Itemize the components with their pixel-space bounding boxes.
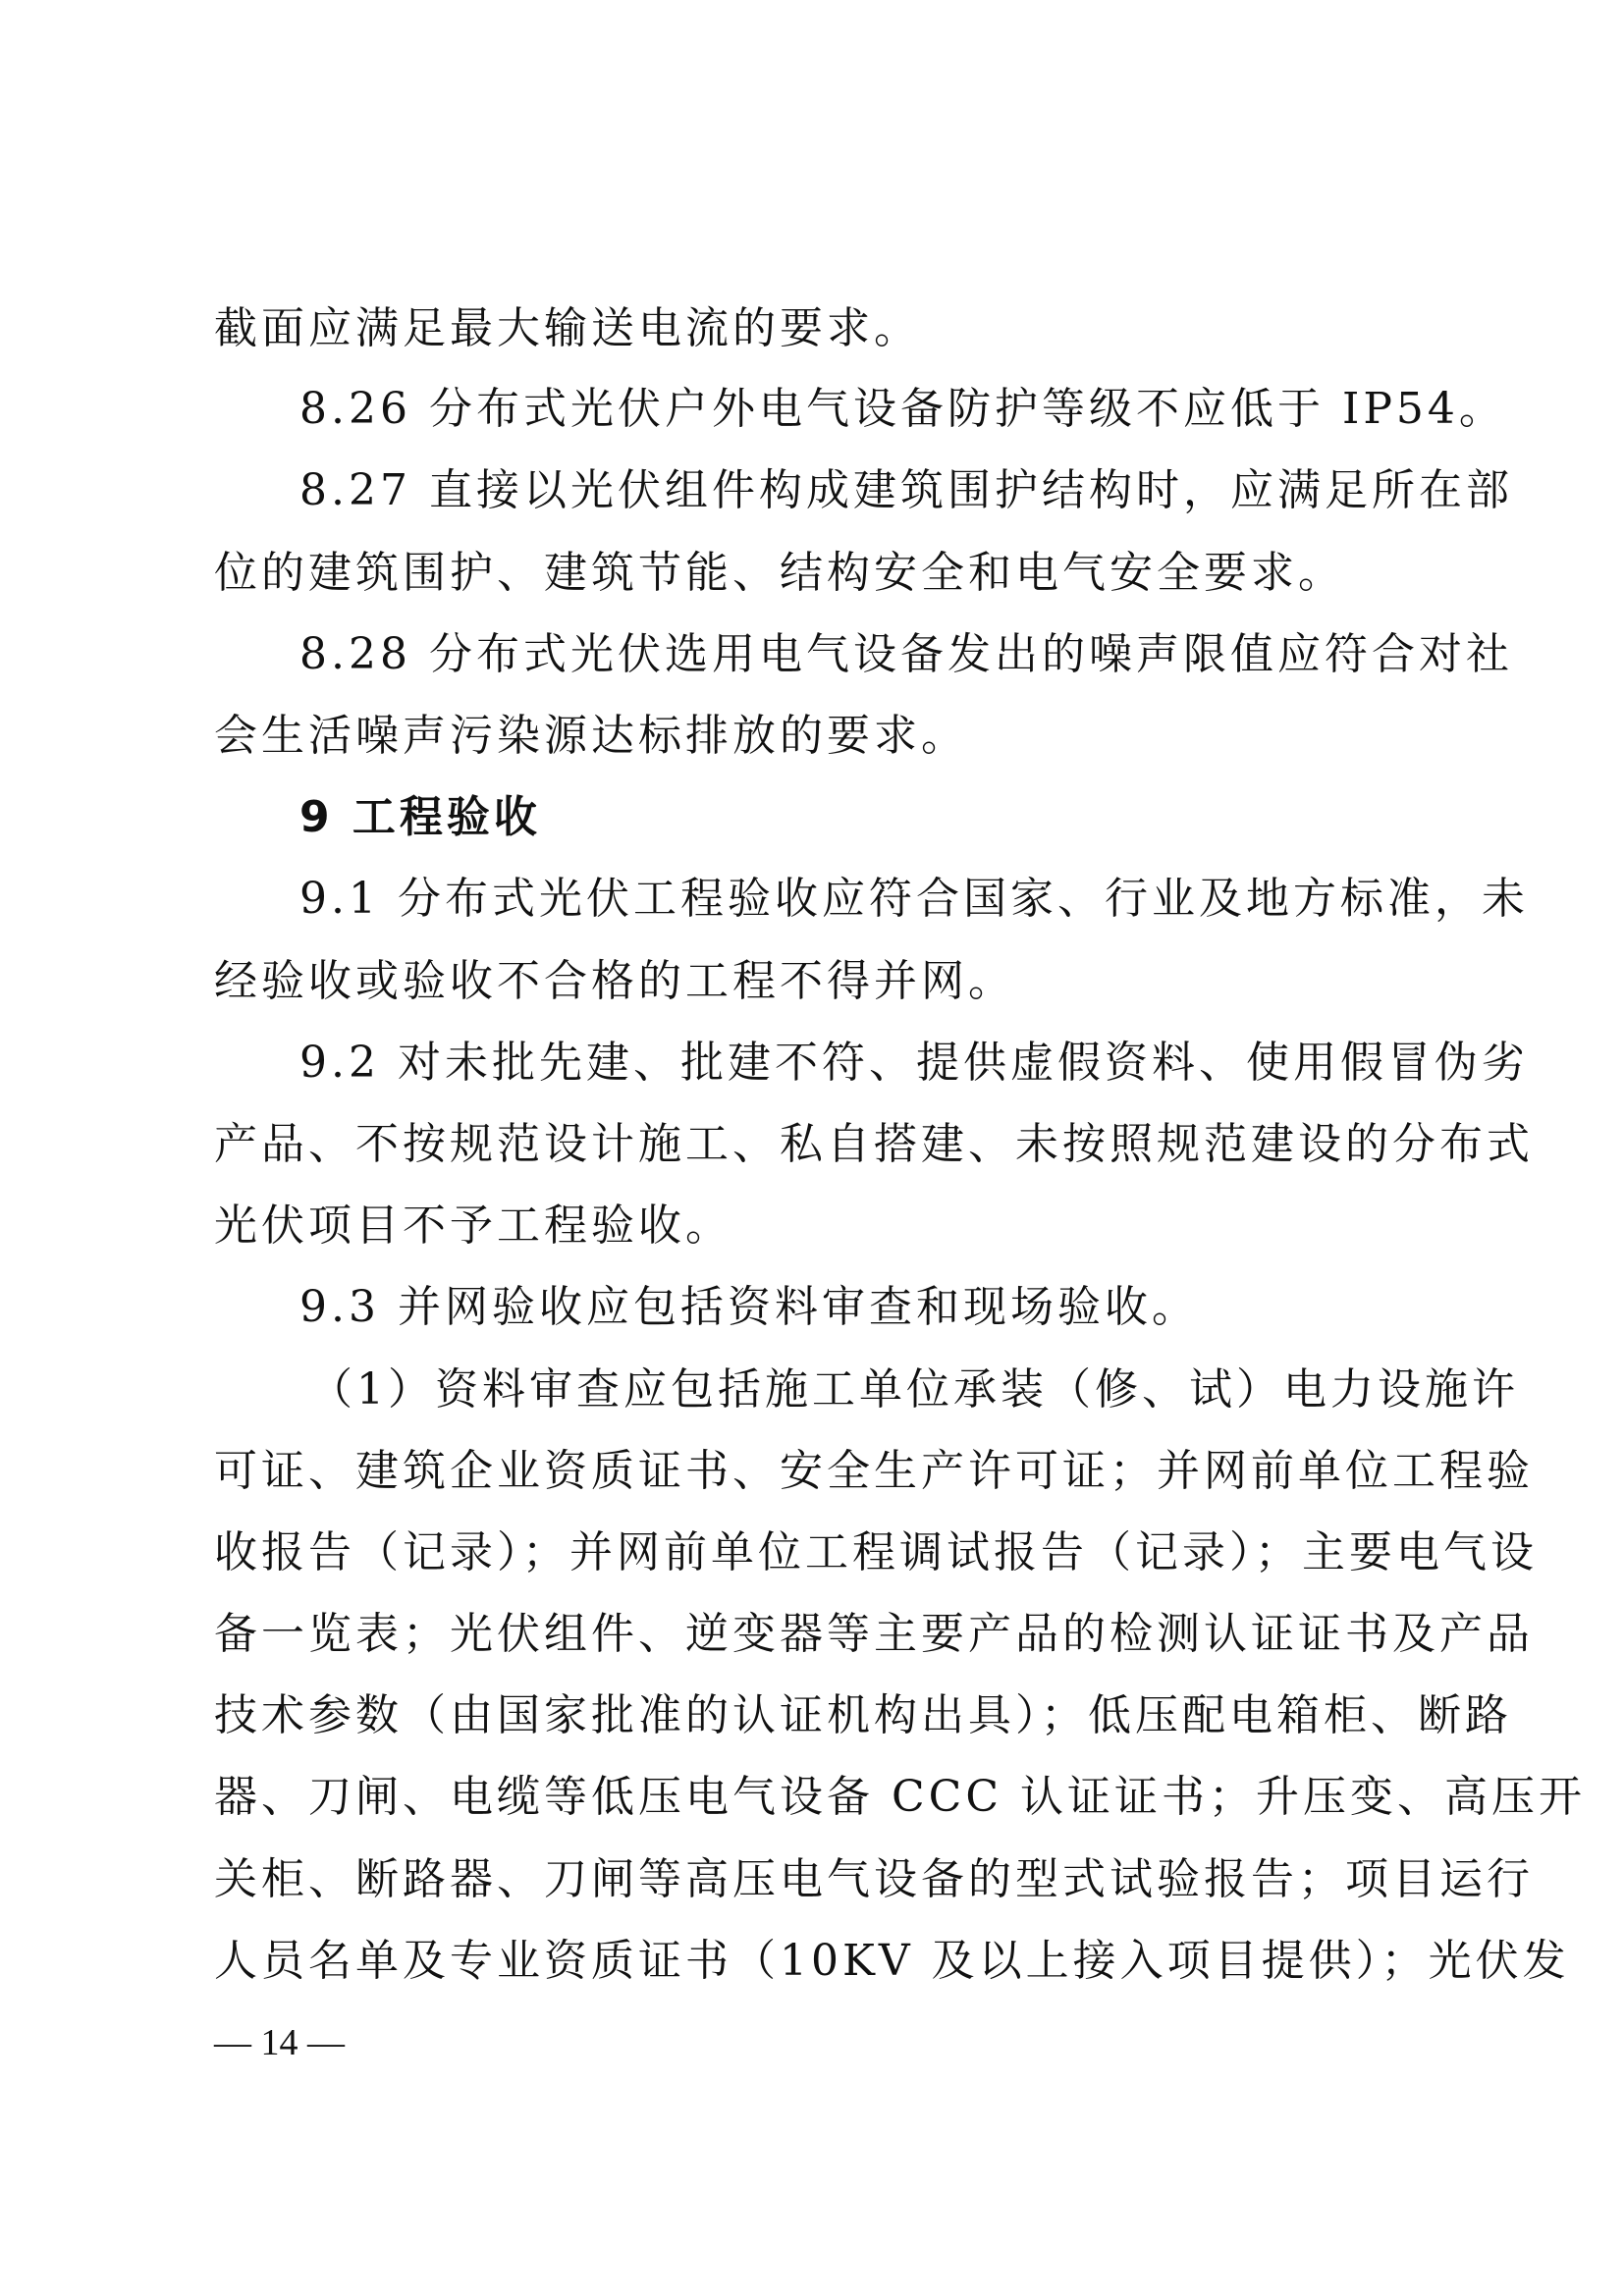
clause-9-2-line-3: 光伏项目不予工程验收。 <box>214 1201 732 1251</box>
clause-9-2-line-1: 9.2 对未批先建、批建不符、提供虚假资料、使用假冒伪劣 <box>299 1038 1529 1088</box>
item-1-line-5: 技术参数（由国家批准的认证机构出具）；低压配电箱柜、断路 <box>214 1690 1512 1740</box>
text-line-1: 截面应满足最大输送电流的要求。 <box>214 303 921 353</box>
item-1-line-3: 收报告（记录）；并网前单位工程调试报告（记录）；主要电气设 <box>214 1527 1538 1577</box>
item-1-line-8: 人员名单及专业资质证书（10KV 及以上接入项目提供）；光伏发 <box>214 1936 1570 1986</box>
clause-9-1-line-2: 经验收或验收不合格的工程不得并网。 <box>214 956 1015 1006</box>
item-1-line-6: 器、刀闸、电缆等低压电气设备 CCC 认证证书；升压变、高压开 <box>214 1772 1586 1822</box>
clause-9-3: 9.3 并网验收应包括资料审查和现场验收。 <box>299 1282 1199 1332</box>
clause-9-2-line-2: 产品、不按规范设计施工、私自搭建、未按照规范建设的分布式 <box>214 1119 1534 1169</box>
item-1-line-1: （1）资料审查应包括施工单位承装（修、试）电力设施许 <box>309 1364 1519 1415</box>
clause-8-26: 8.26 分布式光伏户外电气设备防护等级不应低于 IP54。 <box>299 384 1506 434</box>
page-number: — 14 — <box>214 2022 345 2063</box>
clause-8-27-line-2: 位的建筑围护、建筑节能、结构安全和电气安全要求。 <box>214 548 1345 598</box>
clause-8-28-line-2: 会生活噪声污染源达标排放的要求。 <box>214 711 968 761</box>
section-heading-9: 9 工程验收 <box>299 792 541 842</box>
clause-9-1-line-1: 9.1 分布式光伏工程验收应符合国家、行业及地方标准，未 <box>299 874 1529 924</box>
clause-8-28-line-1: 8.28 分布式光伏选用电气设备发出的噪声限值应符合对社 <box>299 629 1513 679</box>
clause-8-27-line-1: 8.27 直接以光伏组件构成建筑围护结构时，应满足所在部 <box>299 465 1513 515</box>
item-1-line-7: 关柜、断路器、刀闸等高压电气设备的型式试验报告；项目运行 <box>214 1854 1534 1904</box>
item-1-line-2: 可证、建筑企业资质证书、安全生产许可证；并网前单位工程验 <box>214 1446 1534 1496</box>
item-1-line-4: 备一览表；光伏组件、逆变器等主要产品的检测认证证书及产品 <box>214 1609 1534 1659</box>
